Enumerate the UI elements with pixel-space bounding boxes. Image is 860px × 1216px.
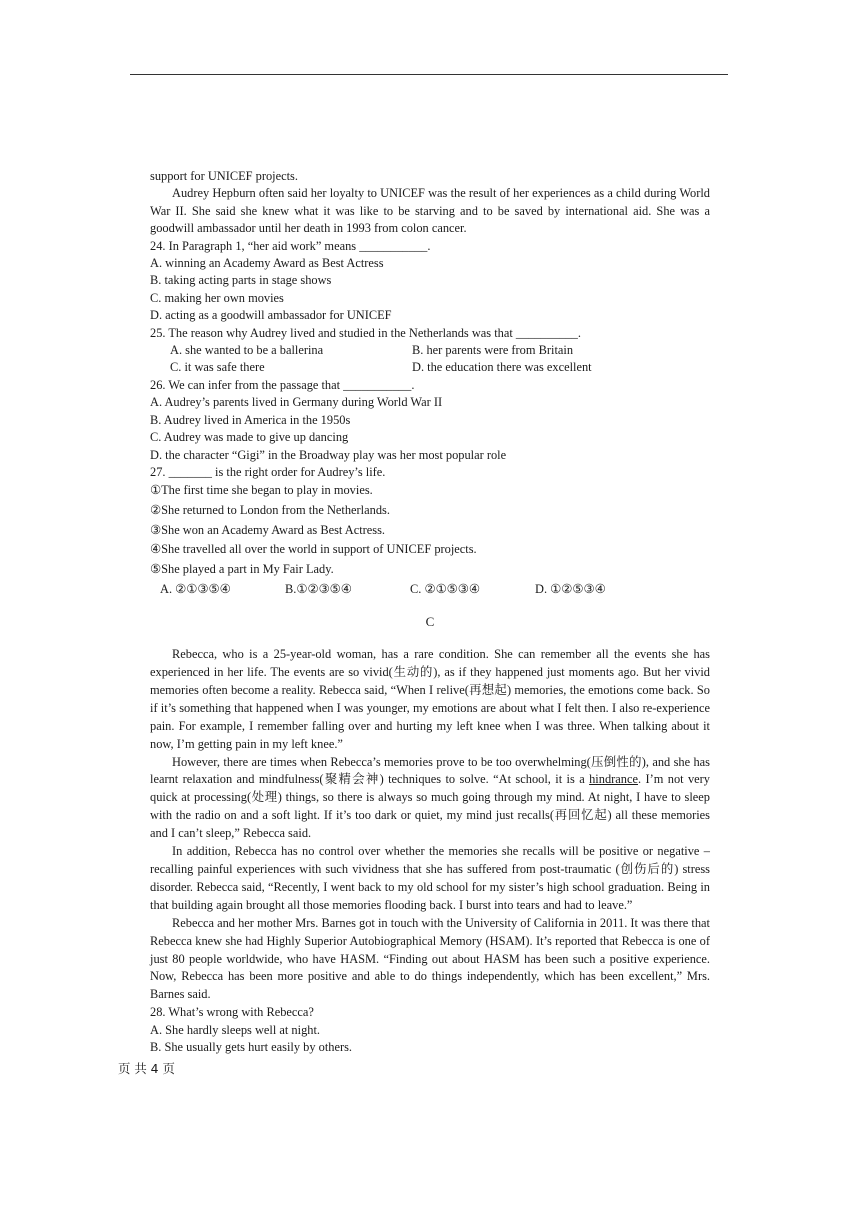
option-b: B. her parents were from Britain bbox=[412, 343, 574, 358]
option-c: C. ②①⑤③④ bbox=[410, 582, 480, 597]
option-c: C. making her own movies bbox=[150, 290, 284, 305]
event-5: ⑤She played a part in My Fair Lady. bbox=[150, 561, 334, 576]
question-24 bbox=[150, 238, 710, 325]
question-25 bbox=[150, 325, 710, 377]
question-28 bbox=[150, 1004, 710, 1056]
option-d: D. the education there was excellent bbox=[412, 360, 592, 375]
paragraph-3: In addition, Rebecca has no control over whether the memories she recalls will be positive or negative – recalling painful experiences with such vividness that she has suffered from post-traumatic (创伤后的) stress disorder. Rebecca said, “Recently, I went back to my old school for my sister’s high school graduation. Being in that building again brought all those memories flooding back. I burst into tears and had to leave.” bbox=[150, 844, 710, 912]
question-stem: 26. We can infer from the passage that ___________. bbox=[150, 377, 415, 392]
passage-b-last-paragraph: Audrey Hepburn often said her loyalty to UNICEF was the result of her experiences as a child during World War II. She said she knew what it was like to be starving and to be saved by international aid. She was a goodwill ambassador until her death in 1993 from colon cancer. bbox=[150, 186, 710, 236]
page-footer: 页 共 4 页 bbox=[118, 1061, 175, 1076]
option-d: D. ①②⑤③④ bbox=[535, 582, 606, 597]
option-c: C. Audrey was made to give up dancing bbox=[150, 430, 349, 445]
paragraph-1: Rebecca, who is a 25-year-old woman, has a rare condition. She can remember all the events she has experienced in her life. The events are so vivid(生动的), as if they happened just moments ago. But her vivid memories often become a reality. Rebecca said, “When I relive(再想起) memories, the emotions come back. So if it’s something that happened when I was younger, my emotions are about what I felt then. I also re-experience pain. For example, I remember falling over and hurting my left knee when I was three. When talking about it now, I’m getting pain in my left knee.” bbox=[150, 647, 710, 751]
option-d: D. the character “Gigi” in the Broadway play was her most popular role bbox=[150, 447, 507, 462]
event-4: ④She travelled all over the world in support of UNICEF projects. bbox=[150, 542, 477, 557]
passage-b-continued-line: support for UNICEF projects. bbox=[150, 169, 298, 183]
option-a: A. ②①③⑤④ bbox=[160, 582, 231, 597]
paragraph-4: Rebecca and her mother Mrs. Barnes got in touch with the University of California in 2011. It was there that Rebecca knew she had Highly Superior Autobiographical Memory (HSAM). It’s reported that Rebecca is one of just 80 people worldwide, who have HASM. “Finding out about HASM has been such a positive experience. Now, Rebecca has been more positive and able to do things independently, which has been excellent,” Mrs. Barnes said. bbox=[150, 915, 710, 1002]
option-b: B.①②③⑤④ bbox=[285, 582, 352, 597]
question-stem: 27. _______ is the right order for Audrey’s life. bbox=[150, 464, 386, 479]
question-26 bbox=[150, 377, 710, 464]
underlined-word: hindrance bbox=[589, 772, 638, 787]
event-2: ②She returned to London from the Netherlands. bbox=[150, 502, 390, 517]
passage-c bbox=[150, 646, 710, 1004]
question-stem: 28. What’s wrong with Rebecca? bbox=[150, 1005, 314, 1020]
paragraph-2: However, there are times when Rebecca’s memories prove to be too overwhelming(压倒性的), and she has learnt relaxation and mindfulness(聚精会神) techniques to solve. “At school, it is a hindrance. I’m not very quick at processing(处理) things, so there is always so much going through my mind. At night, I have to sleep with the radio on and a soft light. If it’s too dark or quiet, my mind just recalls(再回忆起) all these memories and I can’t sleep,” Rebecca said. bbox=[150, 754, 710, 841]
event-1: ①The first time she began to play in movies. bbox=[150, 483, 373, 498]
option-b: B. taking acting parts in stage shows bbox=[150, 273, 332, 288]
section-heading-c: C bbox=[425, 613, 435, 629]
option-a: A. winning an Academy Award as Best Actress bbox=[150, 256, 384, 271]
option-b: B. Audrey lived in America in the 1950s bbox=[150, 412, 351, 427]
event-3: ③She won an Academy Award as Best Actress. bbox=[150, 522, 386, 537]
question-stem: 24. In Paragraph 1, “her aid work” means ___________. bbox=[150, 238, 431, 253]
option-a: A. Audrey’s parents lived in Germany during World War II bbox=[150, 395, 443, 410]
option-c: C. it was safe there bbox=[170, 360, 265, 375]
exam-page bbox=[150, 168, 710, 1056]
option-a: A. she wanted to be a ballerina bbox=[170, 343, 324, 358]
option-b: B. She usually gets hurt easily by others. bbox=[150, 1040, 353, 1055]
header-rule bbox=[130, 74, 728, 75]
question-27 bbox=[150, 464, 710, 599]
option-a: A. She hardly sleeps well at night. bbox=[150, 1022, 320, 1037]
option-d: D. acting as a goodwill ambassador for UNICEF bbox=[150, 308, 392, 323]
question-stem: 25. The reason why Audrey lived and studied in the Netherlands was that __________. bbox=[150, 325, 581, 340]
